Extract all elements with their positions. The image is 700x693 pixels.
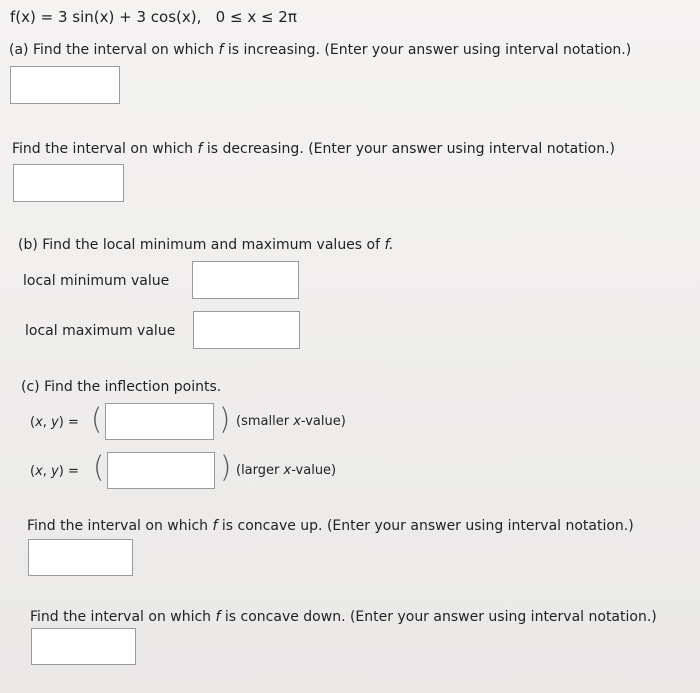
inflection-1-open-paren: ( (91, 402, 103, 436)
larger-x-note: (larger x-value) (236, 463, 337, 478)
increasing-interval-input[interactable] (10, 66, 120, 104)
local-min-label: local minimum value (23, 273, 170, 289)
local-max-label: local maximum value (25, 323, 176, 339)
question-concave-up: Find the interval on which f is concave up. (Enter your answer using interval notation.) (27, 518, 634, 534)
question-b: (b) Find the local minimum and maximum values of f. (18, 237, 394, 253)
inflection-2-input[interactable] (107, 452, 215, 489)
question-c: (c) Find the inflection points. (21, 379, 222, 395)
inflection-2-open-paren: ( (93, 450, 105, 484)
inflection-2-label: (x, y) = (30, 464, 79, 479)
inflection-1-close-paren: ) (219, 402, 231, 436)
concave-up-input[interactable] (28, 539, 133, 576)
decreasing-interval-input[interactable] (13, 164, 124, 202)
inflection-2-close-paren: ) (220, 450, 232, 484)
question-a-decreasing: Find the interval on which f is decreasing. (Enter your answer using interval notation.) (12, 141, 615, 157)
smaller-x-note: (smaller x-value) (236, 414, 346, 429)
local-min-input[interactable] (192, 261, 299, 299)
inflection-1-input[interactable] (105, 403, 214, 440)
question-concave-down: Find the interval on which f is concave down. (Enter your answer using interval notation.) (30, 609, 657, 625)
question-a-increasing: (a) Find the interval on which f is increasing. (Enter your answer using interval notation.) (9, 42, 632, 58)
concave-down-input[interactable] (31, 628, 136, 665)
function-domain: 0 ≤ x ≤ 2π (215, 8, 297, 26)
inflection-1-label: (x, y) = (30, 415, 79, 430)
function-definition: f(x) = 3 sin(x) + 3 cos(x), 0 ≤ x ≤ 2π (10, 8, 297, 26)
local-max-input[interactable] (193, 311, 300, 349)
